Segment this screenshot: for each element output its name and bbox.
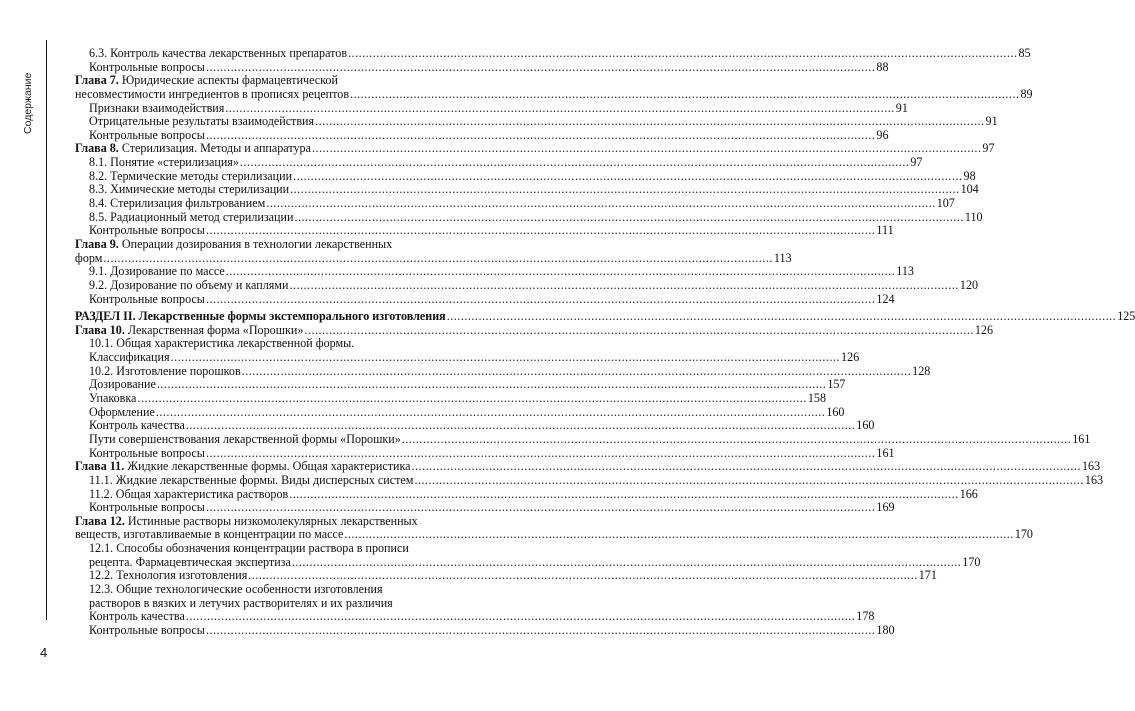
toc-entry	[75, 238, 455, 252]
toc-entry-title: Контроль качества	[89, 609, 185, 624]
toc-page-number: 163	[1084, 472, 1104, 487]
toc-entry	[75, 209, 983, 225]
toc-page-number: 104	[960, 182, 979, 197]
toc-entry-title: 11.2. Общая характеристика растворов	[89, 486, 289, 501]
toc-entry-title	[75, 324, 303, 338]
toc-page-number: 91	[985, 114, 998, 129]
toc-entry-title: Контрольные вопросы	[89, 223, 205, 238]
toc-entry	[75, 322, 993, 338]
dot-leader	[447, 310, 1116, 324]
chapter-title: Операции дозирования в технологии лекарственных	[118, 236, 393, 251]
toc-entry-title: 12.1. Способы обозначения концентрации раствора в прописи	[89, 541, 409, 556]
toc-entry	[75, 141, 995, 156]
toc-entry-title	[75, 460, 411, 474]
dot-leader	[206, 224, 875, 238]
dot-leader	[157, 378, 826, 392]
margin-rule	[46, 40, 47, 620]
toc-entry	[75, 155, 923, 170]
toc-entry	[75, 74, 455, 88]
chapter-number: Глава 7.	[75, 73, 119, 88]
toc-page-number: 97	[982, 141, 995, 156]
toc-entry-title: форм	[75, 250, 103, 265]
toc-page-number: 125	[1117, 309, 1135, 324]
toc-page-number: 158	[807, 391, 827, 406]
dot-leader	[315, 115, 984, 129]
toc-entry-title: 12.2. Технология изготовления	[89, 568, 248, 583]
toc-page-number: 107	[936, 196, 955, 211]
toc-page-number: 128	[912, 363, 931, 378]
toc-entry-title: 10.2. Изготовление порошков	[89, 363, 241, 378]
dot-leader	[414, 474, 1083, 488]
dot-leader	[266, 197, 935, 211]
chapter-number: Глава 11.	[75, 459, 125, 474]
toc-entry	[75, 568, 937, 583]
dot-leader	[171, 351, 840, 365]
toc-entry	[75, 418, 875, 433]
toc-entry-title	[75, 515, 455, 529]
toc-entry-title	[75, 142, 311, 156]
toc-entry-title: Контрольные вопросы	[89, 500, 205, 515]
toc-entry-title: растворов в вязких и летучих растворителях и их различия	[89, 595, 393, 610]
dot-leader	[137, 392, 806, 406]
toc-page-number: 96	[876, 127, 889, 142]
toc-page-number: 126	[974, 322, 993, 337]
dot-leader	[312, 142, 981, 156]
toc-entry	[75, 309, 1135, 324]
toc-entry	[75, 431, 1091, 447]
toc-entry	[75, 223, 894, 238]
toc-entry-title: Пути совершенствования лекарственной формы «Порошки»	[89, 431, 401, 446]
toc-entry	[75, 291, 895, 307]
toc-entry-title: Классификация	[89, 350, 170, 365]
toc-entry-title: 11.1. Жидкие лекарственные формы. Виды дисперсных систем	[89, 472, 414, 487]
dot-leader	[206, 129, 875, 143]
toc-page-number: 170	[962, 554, 981, 569]
toc-page-number: 163	[1082, 459, 1101, 474]
chapter-title: Истинные растворы низкомолекулярных лекарственных	[124, 513, 418, 528]
toc-entry	[75, 597, 455, 611]
toc-entry-title: 12.3. Общие технологические особенности изготовления	[89, 581, 383, 596]
toc-entry	[75, 472, 1104, 488]
running-header: Содержание	[22, 72, 34, 134]
toc-page-number: 113	[896, 264, 914, 279]
toc-entry	[75, 527, 1033, 542]
toc-entry-title: 8.1. Понятие «стерилизация»	[89, 155, 239, 170]
toc-entry-title: Признаки взаимодействия	[89, 100, 225, 115]
dot-leader	[156, 406, 825, 420]
toc-page-number: 85	[1018, 46, 1031, 60]
dot-leader	[206, 293, 875, 307]
toc-entry	[75, 391, 827, 406]
toc-entry-title: Контрольные вопросы	[89, 445, 205, 460]
toc-entry	[75, 168, 976, 184]
toc-entry	[75, 515, 455, 529]
toc-page-number: 97	[910, 155, 923, 170]
dot-leader	[225, 102, 894, 116]
toc-entry	[75, 377, 846, 392]
chapter-title: Стерилизация. Методы и аппаратура	[118, 141, 311, 156]
toc-entry-title: Контрольные вопросы	[89, 622, 205, 637]
toc-entry-title: Отрицательные результаты взаимодействия	[89, 114, 315, 129]
toc-page-number: 166	[959, 486, 978, 501]
toc-entry-title: Оформление	[89, 404, 155, 419]
chapter-number: Глава 10.	[75, 322, 125, 337]
toc-entry	[75, 445, 895, 461]
toc-entry-title: несовместимости ингредиентов в прописях рецептов	[75, 86, 350, 101]
table-of-contents	[75, 46, 1135, 638]
dot-leader	[289, 279, 958, 293]
toc-page-number: 161	[876, 445, 895, 460]
toc-entry-title: 6.3. Контроль качества лекарственных препаратов	[89, 46, 348, 60]
toc-entry	[75, 277, 979, 293]
toc-entry	[75, 500, 895, 515]
toc-entry	[75, 337, 455, 351]
dot-leader	[240, 156, 909, 170]
toc-entry	[75, 554, 981, 570]
toc-entry-title: РАЗДЕЛ II. Лекарственные формы экстемпорального изготовления	[75, 309, 446, 324]
toc-page-number: 91	[895, 100, 908, 115]
toc-entry-title: 9.2. Дозирование по объему и каплями	[89, 277, 289, 292]
dot-leader	[226, 265, 895, 279]
dot-leader	[186, 419, 855, 433]
dot-leader	[293, 170, 962, 184]
dot-leader	[350, 88, 1019, 102]
toc-page-number: 98	[963, 168, 976, 183]
toc-page-number: 88	[876, 59, 889, 74]
toc-entry-title: Контрольные вопросы	[89, 59, 205, 74]
toc-page-number: 178	[856, 609, 875, 624]
toc-entry-title: 8.4. Стерилизация фильтрованием	[89, 196, 266, 211]
toc-page-number: 126	[841, 350, 860, 365]
chapter-title: Жидкие лекарственные формы. Общая характеристика	[124, 459, 411, 474]
toc-entry	[75, 100, 908, 116]
chapter-title: Лекарственная форма «Порошки»	[124, 322, 304, 337]
dot-leader	[290, 183, 959, 197]
dot-leader	[289, 488, 958, 502]
toc-entry	[75, 542, 455, 556]
toc-entry	[75, 609, 875, 624]
dot-leader	[206, 624, 875, 638]
toc-entry-title: Контрольные вопросы	[89, 127, 205, 142]
toc-page-number: 160	[856, 418, 875, 433]
toc-entry-title: 10.1. Общая характеристика лекарственной формы.	[89, 336, 355, 351]
toc-entry	[75, 86, 1033, 102]
dot-leader	[206, 501, 875, 515]
dot-leader	[294, 211, 963, 225]
dot-leader	[186, 610, 855, 624]
chapter-number: Глава 9.	[75, 236, 119, 251]
toc-entry-title: 8.2. Термические методы стерилизации	[89, 168, 293, 183]
toc-entry-title: рецепта. Фармацевтическая экспертиза	[89, 554, 291, 569]
dot-leader	[206, 61, 875, 75]
toc-entry	[75, 350, 860, 365]
dot-leader	[412, 460, 1081, 474]
toc-page-number: 124	[876, 291, 895, 306]
toc-page-number: 160	[826, 404, 845, 419]
dot-leader	[344, 528, 1013, 542]
dot-leader	[348, 47, 1017, 61]
toc-entry-title	[75, 238, 455, 252]
toc-entry-title: Дозирование	[89, 377, 156, 392]
toc-entry	[75, 264, 914, 279]
toc-entry-title: Контроль качества	[89, 418, 185, 433]
toc-page-number: 180	[876, 622, 895, 637]
toc-page-number: 110	[964, 209, 983, 224]
toc-page-number: 171	[918, 568, 937, 583]
toc-entry	[75, 127, 889, 143]
dot-leader	[292, 556, 961, 570]
toc-entry	[75, 363, 931, 379]
dot-leader	[402, 433, 1071, 447]
toc-page-number: 111	[876, 223, 894, 238]
toc-entry	[75, 404, 845, 420]
toc-entry	[75, 59, 889, 75]
dot-leader	[242, 365, 911, 379]
toc-entry-title: 8.3. Химические методы стерилизации	[89, 182, 290, 197]
toc-entry	[75, 182, 979, 197]
toc-page-number: 169	[876, 500, 895, 515]
chapter-number: Глава 12.	[75, 513, 125, 528]
dot-leader	[103, 252, 772, 266]
toc-entry	[75, 622, 895, 638]
page-number: 4	[40, 645, 48, 660]
dot-leader	[206, 447, 875, 461]
toc-entry-title: 8.5. Радиационный метод стерилизации	[89, 209, 294, 224]
toc-entry	[75, 459, 1101, 474]
toc-entry-title: Контрольные вопросы	[89, 291, 205, 306]
chapter-number: Глава 8.	[75, 141, 119, 156]
toc-entry-title: Упаковка	[89, 391, 137, 406]
toc-entry-title	[75, 74, 455, 88]
toc-entry-title: 9.1. Дозирование по массе	[89, 264, 225, 279]
toc-entry	[75, 196, 955, 211]
toc-page-number: 170	[1014, 527, 1033, 542]
toc-page-number: 113	[773, 250, 792, 265]
toc-entry	[75, 46, 1031, 61]
toc-entry	[75, 250, 792, 266]
chapter-title: Юридические аспекты фармацевтической	[118, 73, 338, 88]
toc-entry	[75, 583, 455, 597]
toc-page-number: 157	[827, 377, 846, 392]
toc-entry	[75, 486, 978, 502]
dot-leader	[304, 324, 973, 338]
toc-entry-title: веществ, изготавливаемые в концентрации по массе	[75, 527, 344, 542]
dot-leader	[248, 569, 917, 583]
toc-entry	[75, 114, 998, 129]
toc-page-number: 161	[1072, 431, 1091, 446]
toc-page-number: 120	[959, 277, 979, 292]
toc-page-number: 89	[1020, 86, 1033, 101]
